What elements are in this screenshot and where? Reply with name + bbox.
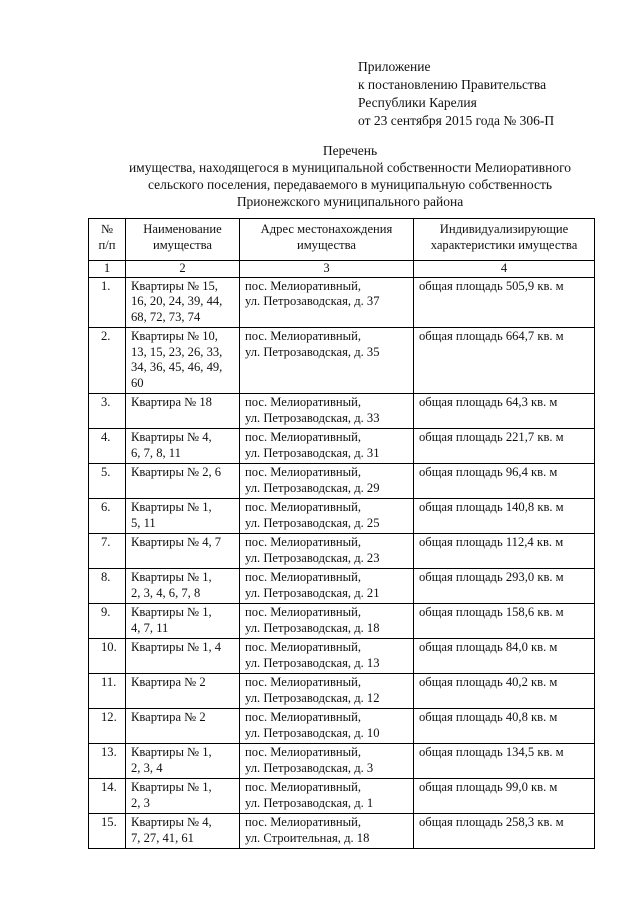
address-line: ул. Петрозаводская, д. 31 xyxy=(245,445,380,460)
appendix-line: от 23 сентября 2015 года № 306-П xyxy=(358,113,555,128)
property-address xyxy=(240,779,414,814)
property-characteristics: общая площадь 221,7 кв. м xyxy=(414,429,595,464)
row-number: 6. xyxy=(89,499,126,534)
property-table xyxy=(88,218,595,849)
property-characteristics: общая площадь 664,7 кв. м xyxy=(414,328,595,394)
row-number: 2. xyxy=(89,328,126,394)
table-header-row xyxy=(89,219,595,261)
property-address xyxy=(240,744,414,779)
address-line: ул. Петрозаводская, д. 12 xyxy=(245,690,380,705)
address-line: ул. Петрозаводская, д. 21 xyxy=(245,585,380,600)
row-number: 11. xyxy=(89,674,126,709)
appendix-line: Республики Карелия xyxy=(358,95,477,110)
property-name xyxy=(126,429,240,464)
property-name-line: 13, 15, 23, 26, 33, xyxy=(131,344,223,359)
property-name xyxy=(126,779,240,814)
property-name-line: Квартиры № 10, xyxy=(131,329,218,343)
property-characteristics: общая площадь 84,0 кв. м xyxy=(414,639,595,674)
column-number-row xyxy=(89,261,595,278)
property-address xyxy=(240,639,414,674)
property-name-line: 60 xyxy=(131,375,144,390)
address-line: пос. Мелиоративный, xyxy=(245,465,362,479)
address-line: пос. Мелиоративный, xyxy=(245,745,362,759)
property-name-line: Квартира № 2 xyxy=(131,675,206,689)
appendix-header xyxy=(358,58,554,130)
table-row xyxy=(89,534,595,569)
property-name-line: Квартиры № 4, 7 xyxy=(131,535,222,549)
property-name xyxy=(126,499,240,534)
title-line: Прионежского муниципального района xyxy=(236,194,464,209)
address-line: ул. Петрозаводская, д. 37 xyxy=(245,294,380,308)
table-row xyxy=(89,328,595,394)
appendix-line: Приложение xyxy=(358,59,431,74)
address-line: ул. Петрозаводская, д. 35 xyxy=(245,344,380,359)
property-name-line: Квартиры № 2, 6 xyxy=(131,465,222,479)
property-name xyxy=(126,569,240,604)
row-number: 9. xyxy=(89,604,126,639)
row-number: 7. xyxy=(89,534,126,569)
property-name xyxy=(126,814,240,849)
property-name-line: 4, 7, 11 xyxy=(131,620,169,635)
appendix-line: к постановлению Правительства xyxy=(358,77,547,92)
property-address xyxy=(240,429,414,464)
row-number: 3. xyxy=(89,394,126,429)
address-line: ул. Петрозаводская, д. 29 xyxy=(245,480,380,495)
property-name-line: 6, 7, 8, 11 xyxy=(131,445,181,460)
table-row xyxy=(89,499,595,534)
property-characteristics: общая площадь 96,4 кв. м xyxy=(414,464,595,499)
property-characteristics: общая площадь 158,6 кв. м xyxy=(414,604,595,639)
table-row xyxy=(89,709,595,744)
property-name-line: Квартира № 18 xyxy=(131,395,212,409)
property-name-line: 16, 20, 24, 39, 44, xyxy=(131,294,223,308)
property-name xyxy=(126,639,240,674)
property-characteristics: общая площадь 40,8 кв. м xyxy=(414,709,595,744)
property-name-line: Квартиры № 1, 4 xyxy=(131,640,222,654)
property-name-line: Квартиры № 1, xyxy=(131,570,212,584)
property-name-line: 5, 11 xyxy=(131,515,156,530)
row-number: 13. xyxy=(89,744,126,779)
row-number: 10. xyxy=(89,639,126,674)
header-line: Индивидуализирующие xyxy=(439,222,569,236)
property-name-line: Квартиры № 1, xyxy=(131,780,212,794)
property-address xyxy=(240,394,414,429)
property-name xyxy=(126,277,240,328)
table-row xyxy=(89,779,595,814)
property-address xyxy=(240,328,414,394)
property-address xyxy=(240,277,414,328)
table-row xyxy=(89,604,595,639)
address-line: ул. Петрозаводская, д. 18 xyxy=(245,620,380,635)
property-name-line: 34, 36, 45, 46, 49, xyxy=(131,360,223,374)
header-number xyxy=(89,219,126,261)
property-name-line: 68, 72, 73, 74 xyxy=(131,309,201,324)
table-row xyxy=(89,277,595,328)
property-name-line: 2, 3, 4 xyxy=(131,760,163,775)
column-number: 3 xyxy=(240,261,414,278)
address-line: пос. Мелиоративный, xyxy=(245,278,362,293)
property-name-line: Квартиры № 1, xyxy=(131,605,212,619)
property-characteristics: общая площадь 64,3 кв. м xyxy=(414,394,595,429)
table-row xyxy=(89,744,595,779)
row-number: 15. xyxy=(89,814,126,849)
property-name-line: Квартира № 2 xyxy=(131,710,206,724)
property-address xyxy=(240,569,414,604)
row-number: 8. xyxy=(89,569,126,604)
property-name xyxy=(126,534,240,569)
address-line: пос. Мелиоративный, xyxy=(245,570,362,584)
address-line: ул. Петрозаводская, д. 3 xyxy=(245,760,374,775)
address-line: пос. Мелиоративный, xyxy=(245,535,362,549)
property-name xyxy=(126,464,240,499)
property-address xyxy=(240,534,414,569)
row-number: 14. xyxy=(89,779,126,814)
property-characteristics: общая площадь 40,2 кв. м xyxy=(414,674,595,709)
title-line: сельского поселения, передаваемого в муниципальную собственность xyxy=(148,177,552,192)
title-line: имущества, находящегося в муниципальной собственности Мелиоративного xyxy=(128,160,572,175)
row-number: 5. xyxy=(89,464,126,499)
header-line: № xyxy=(100,222,114,236)
address-line: ул. Петрозаводская, д. 25 xyxy=(245,515,380,530)
address-line: ул. Строительная, д. 18 xyxy=(245,830,370,845)
address-line: пос. Мелиоративный, xyxy=(245,430,362,444)
property-address xyxy=(240,674,414,709)
property-name xyxy=(126,709,240,744)
property-name-line: Квартиры № 1, xyxy=(131,745,212,759)
property-name-line: 7, 27, 41, 61 xyxy=(131,830,194,845)
property-address xyxy=(240,709,414,744)
property-name-line: 2, 3, 4, 6, 7, 8 xyxy=(131,585,201,600)
property-name xyxy=(126,394,240,429)
header-name xyxy=(126,219,240,261)
property-characteristics: общая площадь 505,9 кв. м xyxy=(414,277,595,328)
property-address xyxy=(240,604,414,639)
property-name xyxy=(126,604,240,639)
property-name xyxy=(126,744,240,779)
address-line: пос. Мелиоративный, xyxy=(245,395,362,409)
address-line: пос. Мелиоративный, xyxy=(245,675,362,689)
address-line: ул. Петрозаводская, д. 10 xyxy=(245,725,380,740)
header-characteristics xyxy=(414,219,595,261)
address-line: ул. Петрозаводская, д. 1 xyxy=(245,795,374,810)
property-address xyxy=(240,814,414,849)
property-name xyxy=(126,328,240,394)
document-title xyxy=(60,142,640,210)
header-address xyxy=(240,219,414,261)
address-line: пос. Мелиоративный, xyxy=(245,815,362,829)
header-line: Адрес местонахождения xyxy=(260,222,393,236)
table-row xyxy=(89,639,595,674)
address-line: пос. Мелиоративный, xyxy=(245,710,362,724)
table-row xyxy=(89,674,595,709)
property-name xyxy=(126,674,240,709)
property-address xyxy=(240,499,414,534)
address-line: пос. Мелиоративный, xyxy=(245,640,362,654)
row-number: 4. xyxy=(89,429,126,464)
property-name-line: 2, 3 xyxy=(131,795,150,810)
header-line: Наименование xyxy=(143,222,222,236)
address-line: пос. Мелиоративный, xyxy=(245,329,362,343)
header-line: п/п xyxy=(98,237,116,252)
property-characteristics: общая площадь 293,0 кв. м xyxy=(414,569,595,604)
property-name-line: Квартиры № 1, xyxy=(131,500,212,514)
column-number: 4 xyxy=(414,261,595,278)
property-name-line: Квартиры № 15, xyxy=(131,278,218,293)
header-line: имущества xyxy=(152,237,213,252)
address-line: ул. Петрозаводская, д. 13 xyxy=(245,655,380,670)
table-row xyxy=(89,464,595,499)
title-line: Перечень xyxy=(322,143,378,158)
column-number: 1 xyxy=(89,261,126,278)
property-characteristics: общая площадь 140,8 кв. м xyxy=(414,499,595,534)
property-address xyxy=(240,464,414,499)
address-line: ул. Петрозаводская, д. 33 xyxy=(245,410,380,425)
column-number: 2 xyxy=(126,261,240,278)
property-characteristics: общая площадь 258,3 кв. м xyxy=(414,814,595,849)
header-line: имущества xyxy=(296,237,357,252)
address-line: пос. Мелиоративный, xyxy=(245,500,362,514)
property-name-line: Квартиры № 4, xyxy=(131,815,212,829)
table-row xyxy=(89,429,595,464)
table-row xyxy=(89,394,595,429)
row-number: 1. xyxy=(89,277,126,328)
table-row xyxy=(89,569,595,604)
table-row xyxy=(89,814,595,849)
property-characteristics: общая площадь 99,0 кв. м xyxy=(414,779,595,814)
property-name-line: Квартиры № 4, xyxy=(131,430,212,444)
property-characteristics: общая площадь 112,4 кв. м xyxy=(414,534,595,569)
address-line: пос. Мелиоративный, xyxy=(245,605,362,619)
address-line: ул. Петрозаводская, д. 23 xyxy=(245,550,380,565)
property-characteristics: общая площадь 134,5 кв. м xyxy=(414,744,595,779)
row-number: 12. xyxy=(89,709,126,744)
header-line: характеристики имущества xyxy=(430,237,578,252)
address-line: пос. Мелиоративный, xyxy=(245,780,362,794)
